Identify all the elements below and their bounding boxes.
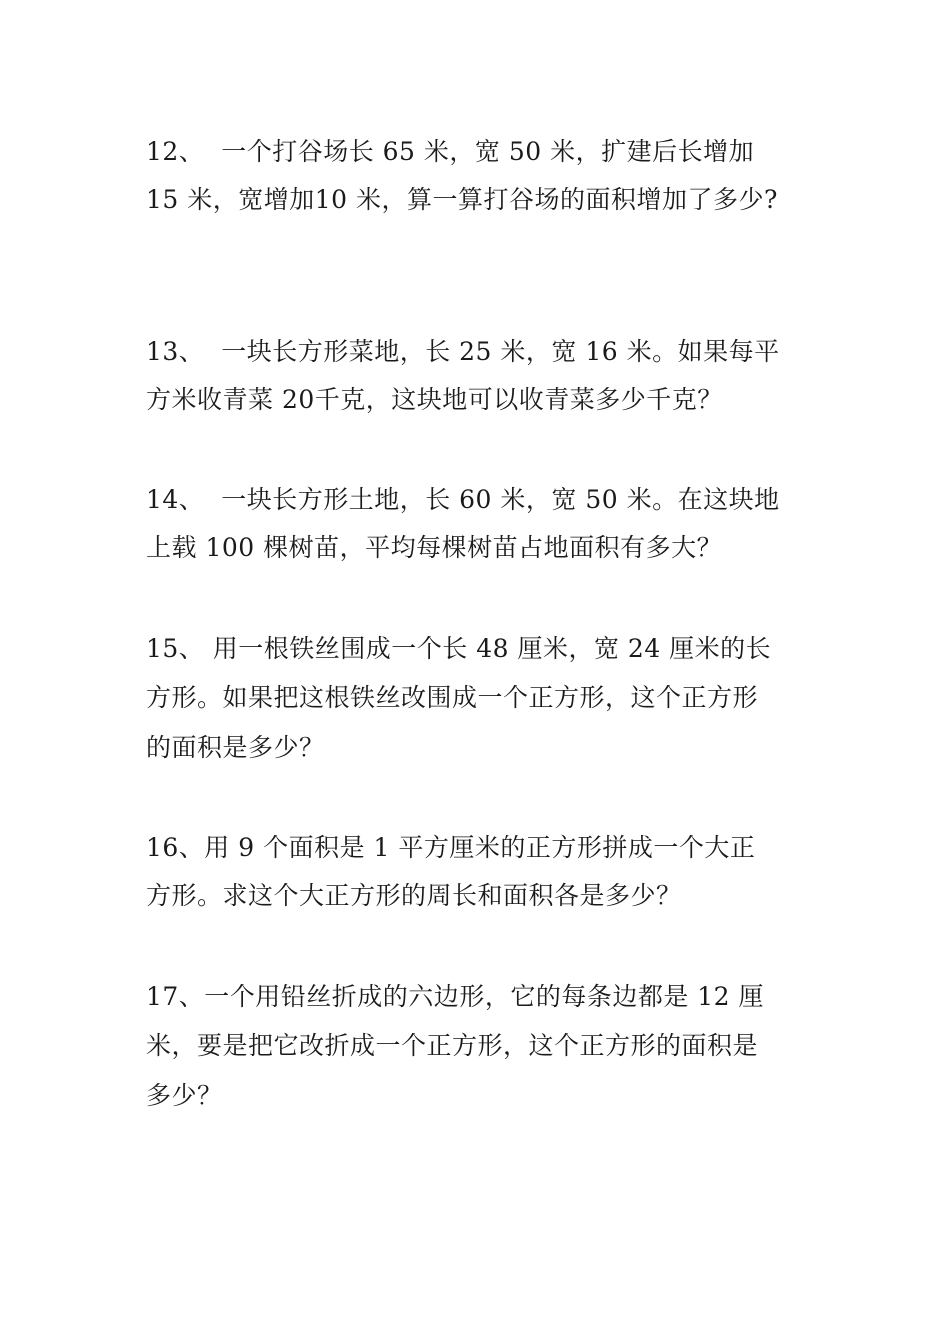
problem-line: 13、 一块长方形菜地，长 25 米，宽 16 米。如果每平 — [146, 337, 780, 366]
problem-line: 15、 用一根铁丝围成一个长 48 厘米，宽 24 厘米的长 — [146, 634, 772, 663]
problem-line: 上载 100 棵树苗，平均每棵树苗占地面积有多大？ — [146, 533, 723, 562]
problem-line: 14、 一块长方形土地，长 60 米，宽 50 米。在这块地 — [146, 485, 780, 514]
problem-line: 方形。求这个大正方形的周长和面积各是多少？ — [146, 881, 682, 910]
problem-line: 多少？ — [146, 1081, 223, 1110]
problem-line: 16、用 9 个面积是 1 平方厘米的正方形拼成一个大正 — [146, 833, 756, 862]
problem-line: 17、一个用铅丝折成的六边形，它的每条边都是 12 厘 — [146, 982, 765, 1011]
problem-line: 的面积是多少？ — [146, 733, 325, 762]
problem-line: 方形。如果把这根铁丝改围成一个正方形，这个正方形 — [146, 683, 759, 712]
problem-line: 方米收青菜 20千克，这块地可以收青菜多少千克？ — [146, 385, 723, 414]
problem-line: 米，要是把它改折成一个正方形，这个正方形的面积是 — [146, 1031, 759, 1060]
problem-line: 12、 一个打谷场长 65 米，宽 50 米，扩建后长增加 — [146, 137, 755, 166]
problem-line: 15 米，宽增加10 米，算一算打谷场的面积增加了多少? — [146, 185, 778, 214]
